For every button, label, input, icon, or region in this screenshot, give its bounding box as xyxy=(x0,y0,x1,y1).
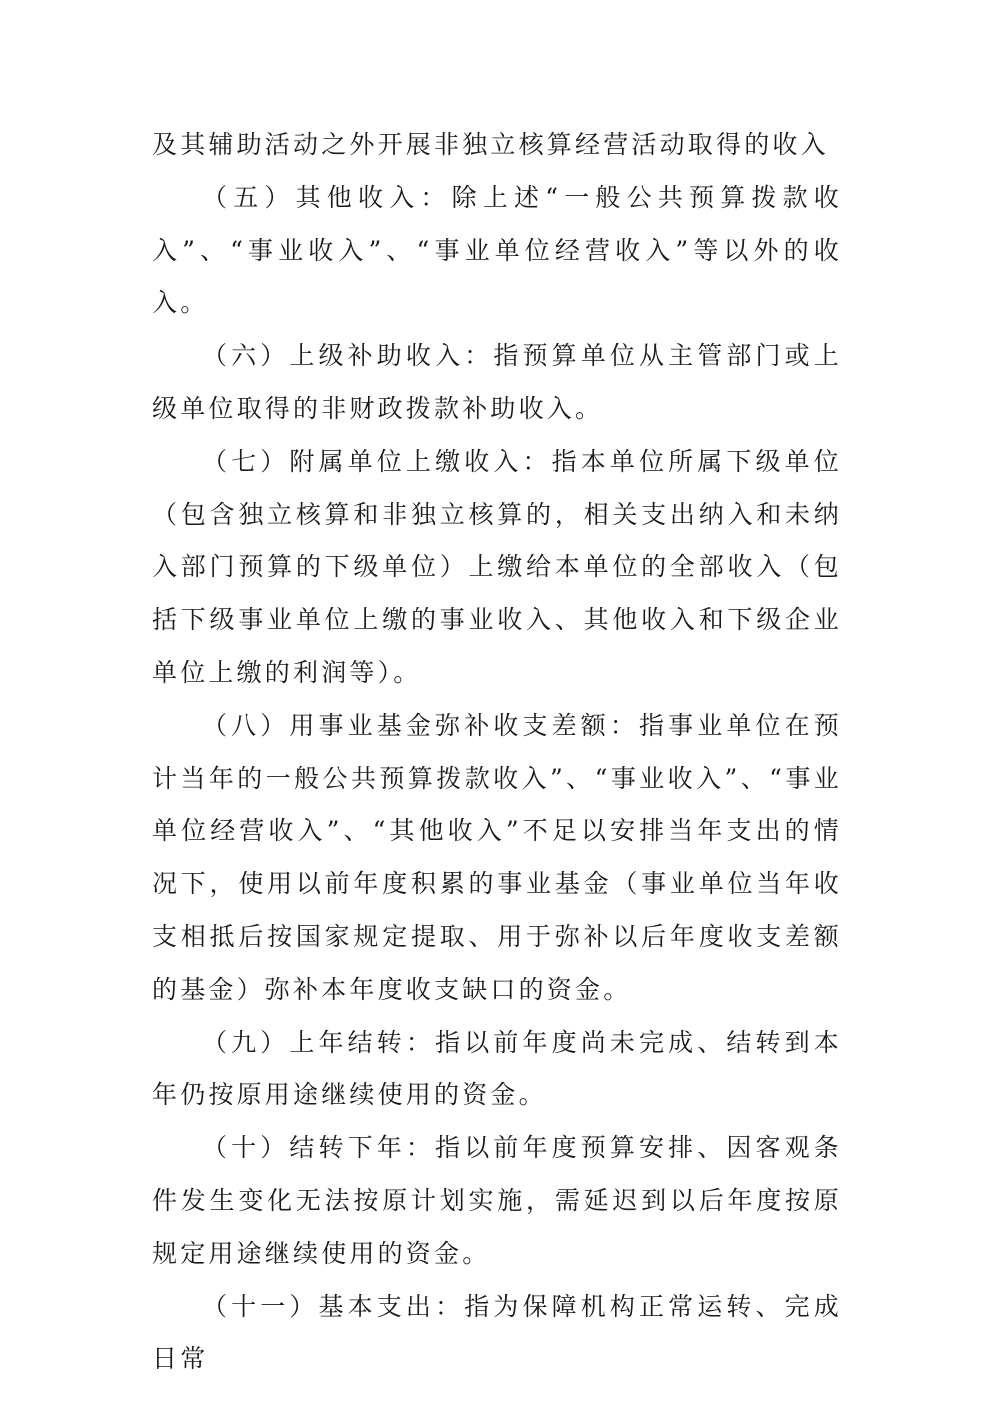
paragraph-affiliated-unit-income: （七）附属单位上缴收入：指本单位所属下级单位（包含独立核算和非独立核算的，相关支出纳入和未纳入部门预算的下级单位）上缴给本单位的全部收入（包括下级事业单位上缴的事业收入、其他收入和下级企业单位上缴的利润等）。 xyxy=(152,446,842,687)
paragraph-business-fund: （八）用事业基金弥补收支差额：指事业单位在预计当年的一般公共预算拨款收入”、“事业收入”、“事业单位经营收入”、“其他收入”不足以安排当年支出的情况下，使用以前年度积累的事业基金（事业单位当年收支相抵后按国家规定提取、用于弥补以后年度收支差额的基金）弥补本年度收支缺口的资金。 xyxy=(152,710,842,1004)
paragraph-basic-expenditure: （十一）基本支出：指为保障机构正常运转、完成日常 xyxy=(152,1291,842,1374)
paragraph-carry-to-next-year: （十）结转下年：指以前年度预算安排、因客观条件发生变化无法按原计划实施，需延迟到以后年度按原规定用途继续使用的资金。 xyxy=(152,1133,842,1268)
paragraph-superior-subsidy: （六）上级补助收入：指预算单位从主管部门或上级单位取得的非财政拨款补助收入。 xyxy=(152,341,842,423)
paragraph-prior-year-carryover: （九）上年结转：指以前年度尚未完成、结转到本年仍按原用途继续使用的资金。 xyxy=(152,1027,842,1110)
paragraph-other-income: （五）其他收入：除上述“一般公共预算拨款收入”、“事业收入”、“事业单位经营收入”等以外的收入。 xyxy=(152,182,842,318)
document-body xyxy=(152,119,842,1386)
paragraph-continuation: 及其辅助活动之外开展非独立核算经营活动取得的收入 xyxy=(152,130,829,159)
